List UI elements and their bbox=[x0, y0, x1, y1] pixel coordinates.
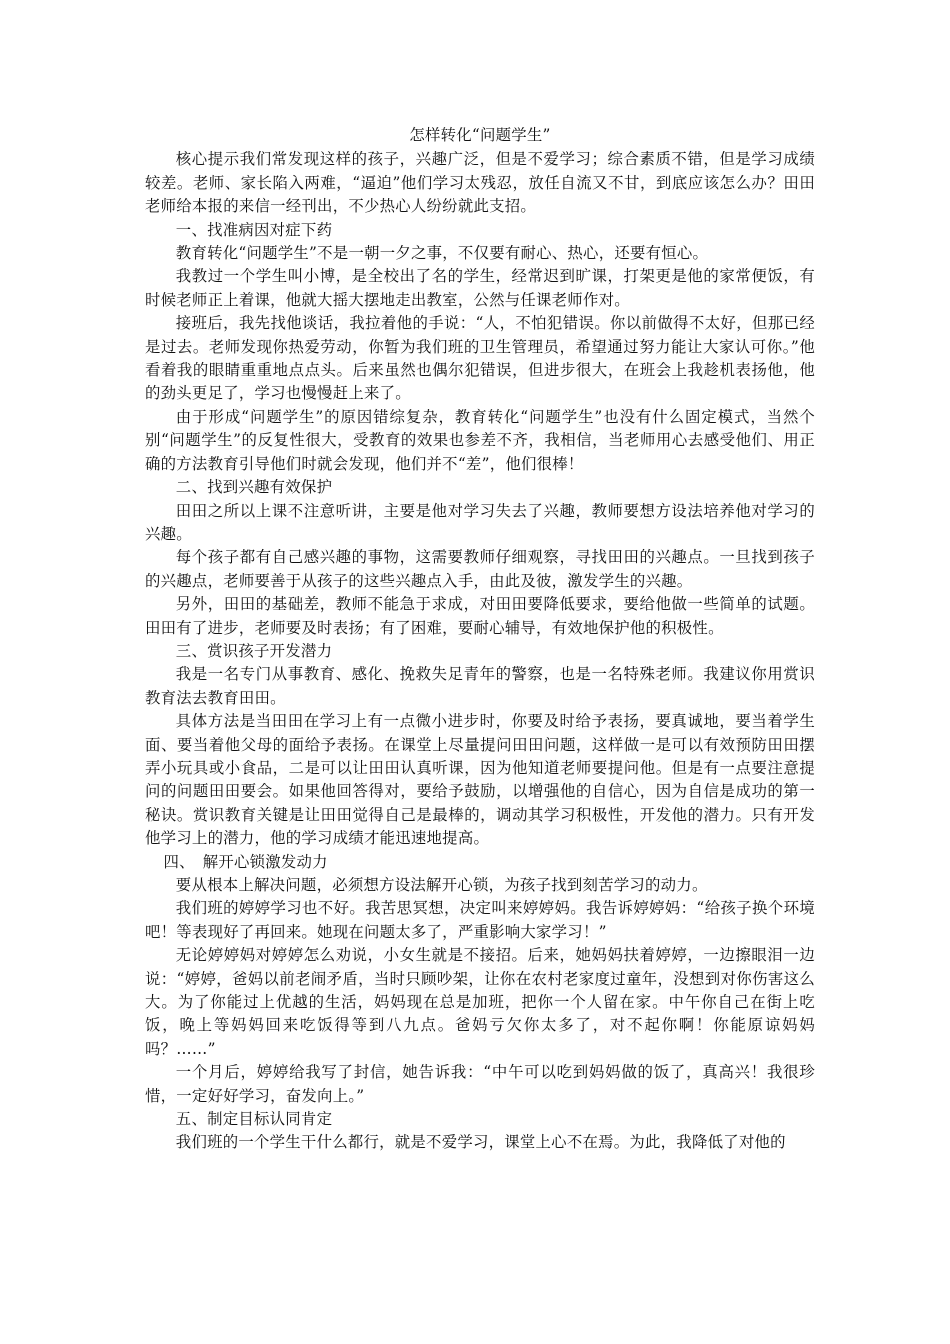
paragraph: 另外，田田的基础差，教师不能急于求成，对田田要降低要求，要给他做一些简单的试题。田田有了进步，老师要及时表扬；有了困难，要耐心辅导，有效地保护他的积极性。 bbox=[145, 595, 815, 637]
paragraph: 要从根本上解决问题，必须想方设法解开心锁，为孩子找到刻苦学习的动力。 bbox=[175, 876, 708, 894]
paragraph: 每个孩子都有自己感兴趣的事物，这需要教师仔细观察，寻找田田的兴趣点。一旦找到孩子的兴趣点，老师要善于从孩子的这些兴趣点入手，由此及彼，激发学生的兴趣。 bbox=[145, 548, 815, 590]
paragraph: 我教过一个学生叫小博，是全校出了名的学生，经常迟到旷课，打架更是他的家常便饭，有时候老师正上着课，他就大摇大摆地走出教室，公然与任课老师作对。 bbox=[145, 267, 815, 309]
paragraph: 我们班的婷婷学习也不好。我苦思冥想，决定叫来婷婷妈。我告诉婷婷妈：“给孩子换个环境吧！等表现好了再回来。她现在问题太多了，严重影响大家学习！” bbox=[145, 899, 815, 941]
section-heading-3: 三、赏识孩子开发潜力 bbox=[175, 641, 333, 660]
paragraph: 由于形成“问题学生”的原因错综复杂，教育转化“问题学生”也没有什么固定模式，当然个别“问题学生”的反复性很大，受教育的效果也参差不齐，我相信，当老师用心去感受他们、用正确的方法教育引导他们时就会发现，他们并不“差”，他们很棒！ bbox=[145, 407, 815, 473]
paragraph: 田田之所以上课不注意听讲，主要是他对学习失去了兴趣，教师要想方设法培养他对学习的兴趣。 bbox=[145, 501, 815, 543]
paragraph: 一个月后，婷婷给我写了封信，她告诉我：“中午可以吃到妈妈做的饭了，真高兴！我很珍惜，一定好好学习，奋发向上。” bbox=[145, 1063, 815, 1105]
paragraph: 具体方法是当田田在学习上有一点微小进步时，你要及时给予表扬，要真诚地，要当着学生面、要当着他父母的面给予表扬。在课堂上尽量提问田田问题，这样做一是可以有效预防田田摆弄小玩具或小食品，二是可以让田田认真听课，因为他知道老师要提问他。但是有一点要注意提问的问题田田要会。如果他回答得对，要给予鼓励，以增强他的自信心，因为自信是成功的第一秘诀。赏识教育关键是让田田觉得自己是最棒的，调动其学习积极性，开发他的潜力。只有开发他学习上的潜力，他的学习成绩才能迅速地提高。 bbox=[145, 712, 815, 848]
section-heading-1: 一、找准病因对症下药 bbox=[175, 220, 333, 239]
document-title: 怎样转化“问题学生” bbox=[409, 126, 551, 144]
paragraph-intro: 核心提示我们常发现这样的孩子，兴趣广泛，但是不爱学习；综合素质不错，但是学习成绩较差。老师、家长陷入两难，“逼迫”他们学习太残忍，放任自流又不甘，到底应该怎么办？田田老师给本报的来信一经刊出，不少热心人纷纷就此支招。 bbox=[145, 150, 815, 216]
section-heading-5: 五、制定目标认同肯定 bbox=[175, 1110, 333, 1129]
paragraph: 无论婷婷妈对婷婷怎么劝说，小女生就是不接招。后来，她妈妈扶着婷婷，一边擦眼泪一边说：“婷婷，爸妈以前老闹矛盾，当时只顾吵架，让你在农村老家度过童年，没想到对你伤害这么大。为了你能过上优越的生活，妈妈现在总是加班，把你一个人留在家。中午你自己在街上吃饭，晚上等妈妈回来吃饭得等到八九点。爸妈亏欠你太多了，对不起你啊！你能原谅妈妈吗？……” bbox=[145, 946, 815, 1058]
section-heading-2: 二、找到兴趣有效保护 bbox=[175, 478, 333, 497]
paragraph: 接班后，我先找他谈话，我拉着他的手说：“人，不怕犯错误。你以前做得不太好，但那已经是过去。老师发现你热爱劳动，你暂为我们班的卫生管理员，希望通过努力能让大家认可你。”他看着我的眼睛重重地点点头。后来虽然也偶尔犯错误，但进步很大，在班会上我趁机表扬他，他的劲头更足了，学习也慢慢赶上来了。 bbox=[145, 314, 815, 403]
paragraph: 教育转化“问题学生”不是一朝一夕之事，不仅要有耐心、热心，还要有恒心。 bbox=[175, 244, 709, 263]
section-heading-4: 四、 解开心锁激发动力 bbox=[163, 852, 328, 871]
document-page bbox=[145, 124, 815, 1155]
paragraph: 我们班的一个学生干什么都行，就是不爱学习，课堂上心不在焉。为此，我降低了对他的 bbox=[175, 1133, 786, 1152]
paragraph: 我是一名专门从事教育、感化、挽救失足青年的警察，也是一名特殊老师。我建议你用赏识教育法去教育田田。 bbox=[145, 665, 815, 707]
